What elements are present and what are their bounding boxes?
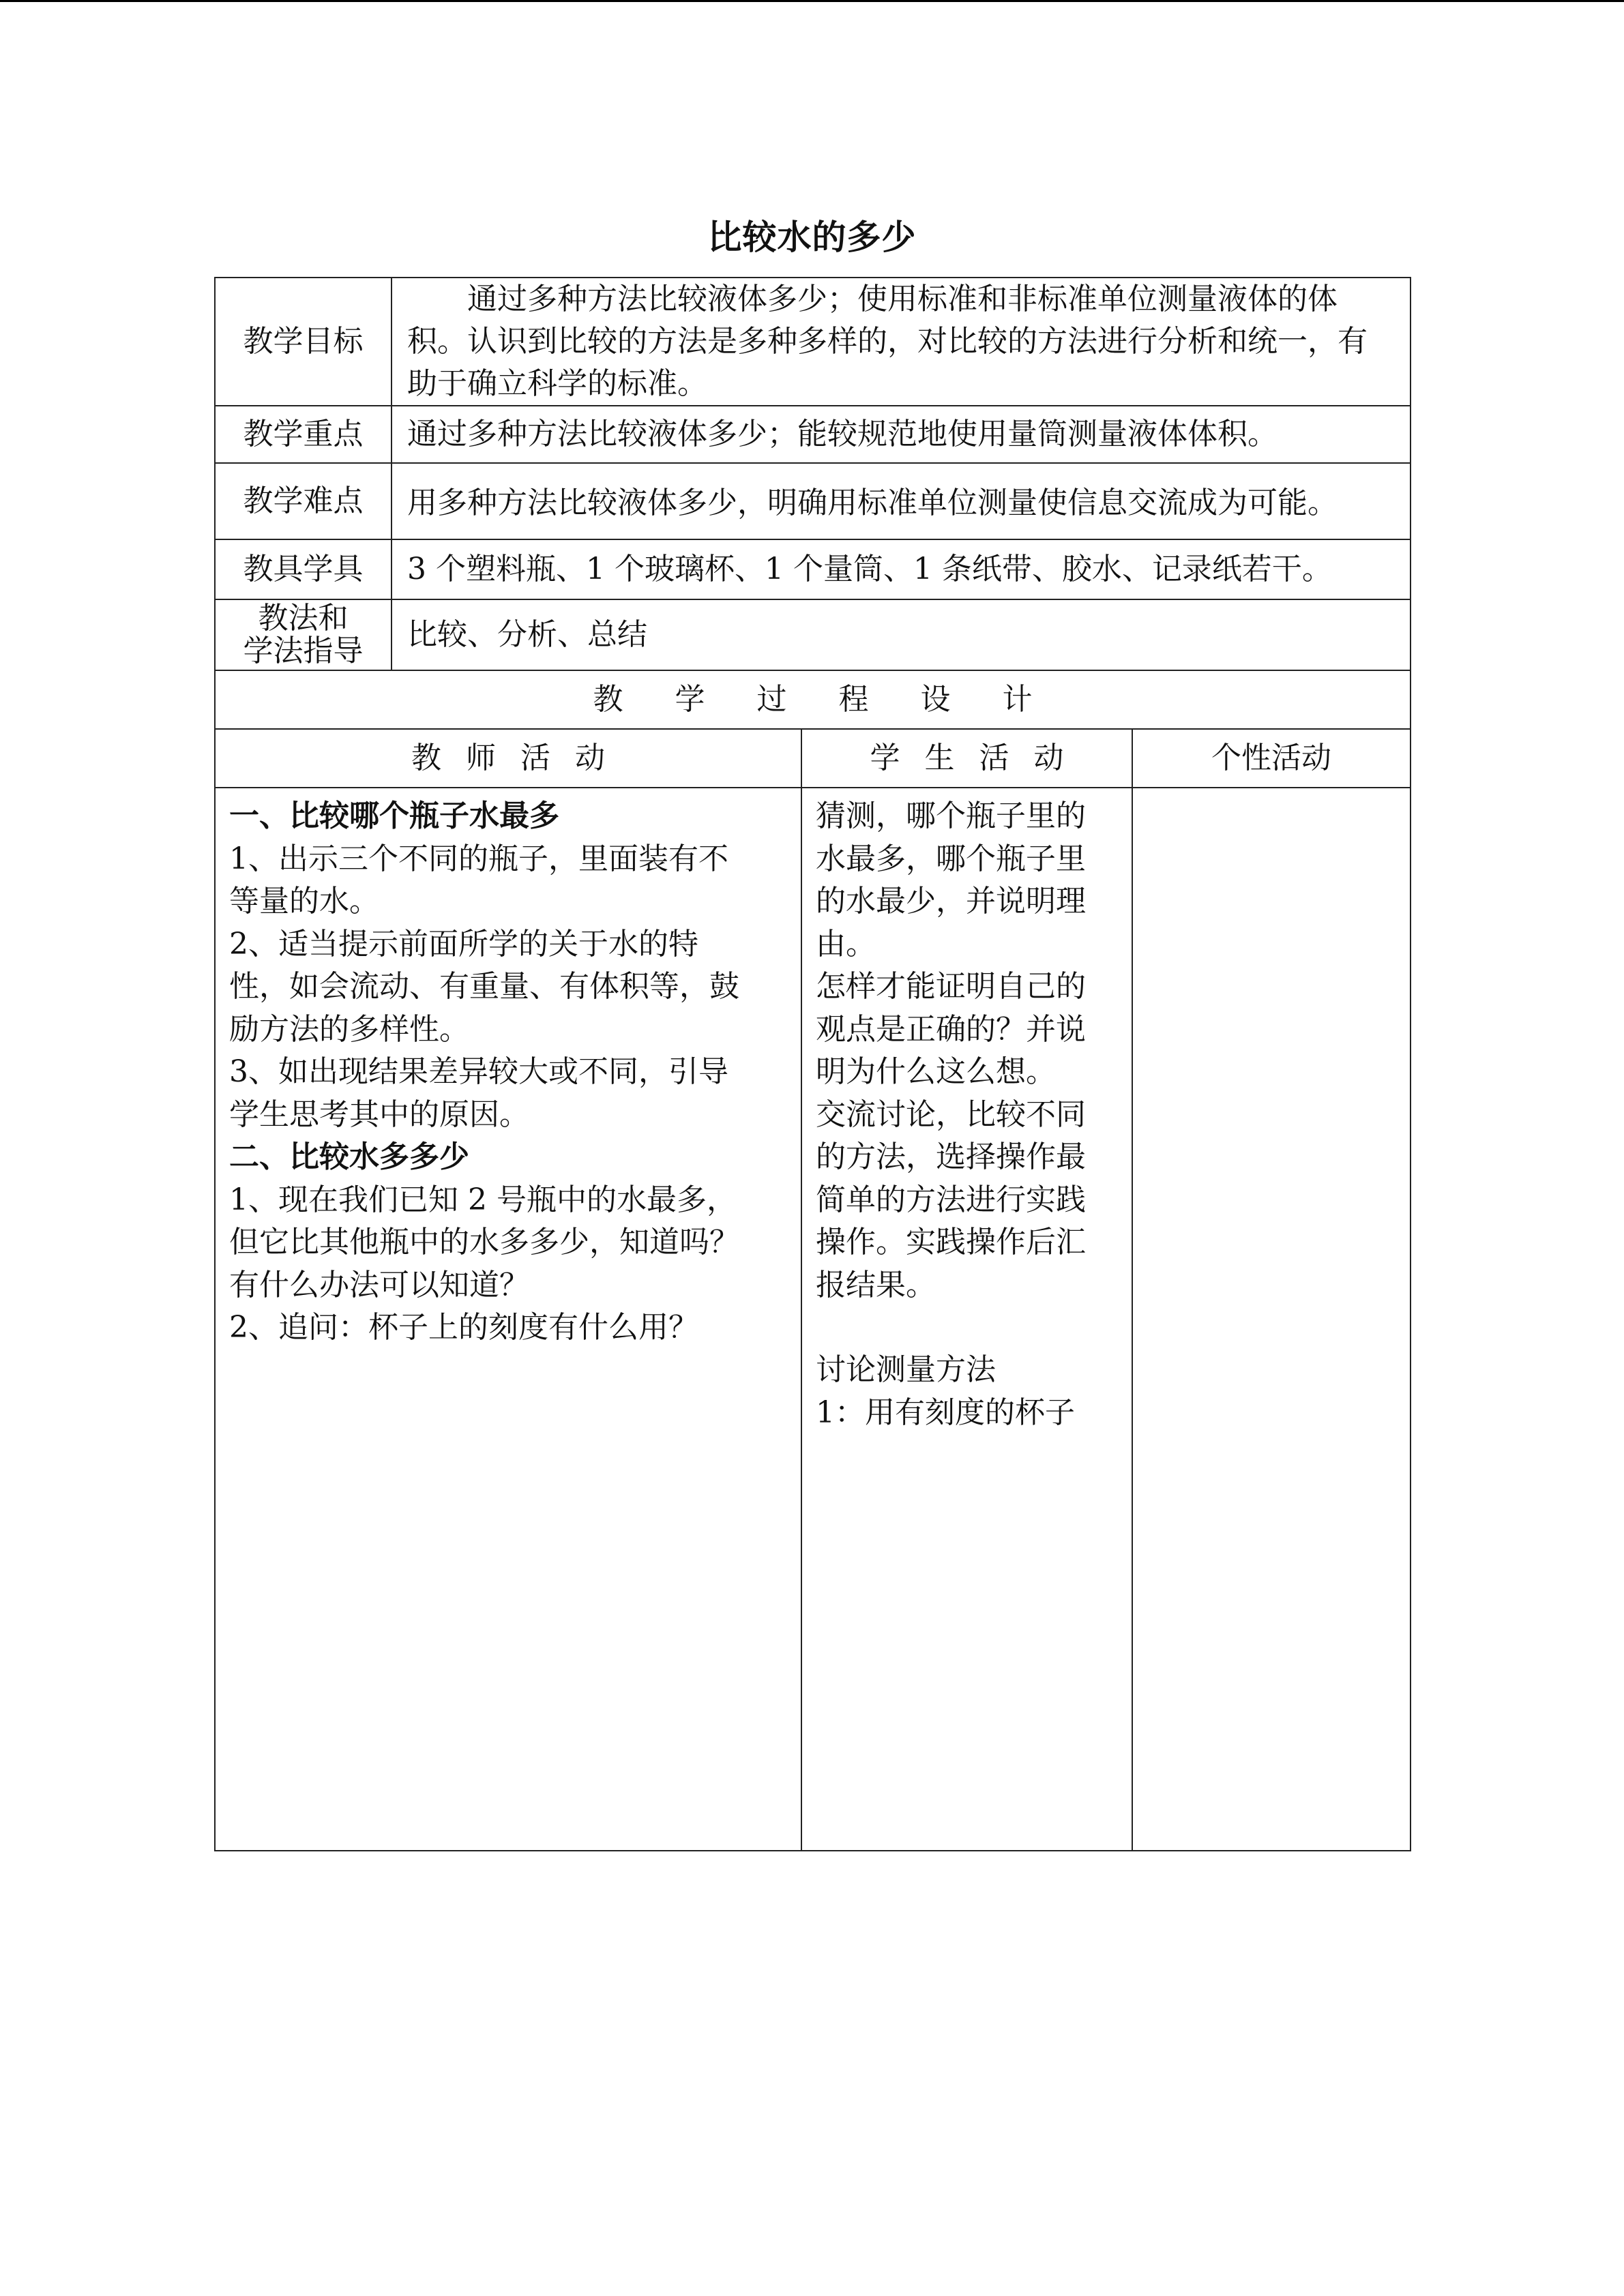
process-heading-char: 学 bbox=[675, 682, 705, 717]
label-teaching-method-line1: 教法和 bbox=[258, 601, 349, 636]
teacher-activity-line: 3、如出现结果差异较大或不同，引导 bbox=[229, 1054, 728, 1089]
content-teaching-difficulty: 用多种方法比较液体多少，明确用标准单位测量使信息交流成为可能。 bbox=[392, 463, 1411, 539]
process-heading-char: 过 bbox=[756, 682, 787, 717]
student-activity-line: 操作。实践操作后汇 bbox=[816, 1225, 1086, 1259]
process-heading bbox=[215, 670, 1411, 729]
process-heading-char: 教 bbox=[593, 682, 623, 717]
student-activity-cell bbox=[801, 788, 1132, 1851]
teacher-activity-line: 励方法的多样性。 bbox=[229, 1011, 469, 1047]
student-activity-line: 的方法，选择操作最 bbox=[816, 1139, 1086, 1174]
header-student-activity bbox=[801, 729, 1132, 788]
teacher-activity-line: 1、现在我们已知 2 号瓶中的水最多， bbox=[229, 1182, 737, 1217]
label-teaching-difficulty: 教学难点 bbox=[215, 463, 392, 539]
label-teaching-focus: 教学重点 bbox=[215, 406, 392, 463]
header-char: 生 bbox=[924, 741, 955, 775]
content-teaching-focus: 通过多种方法比较液体多少；能较规范地使用量筒测量液体体积。 bbox=[392, 406, 1411, 463]
content-teaching-method: 比较、分析、总结 bbox=[392, 599, 1411, 670]
row-process-heading bbox=[215, 670, 1411, 729]
section-heading: 一、比较哪个瓶子水最多 bbox=[229, 799, 559, 833]
header-teacher-activity bbox=[215, 729, 801, 788]
student-activity-line: 报结果。 bbox=[816, 1267, 936, 1302]
header-char: 教 bbox=[411, 741, 441, 775]
teacher-activity-line: 2、追问：杯子上的刻度有什么用？ bbox=[229, 1310, 698, 1345]
student-activity-line: 讨论测量方法 bbox=[816, 1352, 996, 1387]
row-teaching-tools bbox=[215, 539, 1411, 599]
row-teaching-difficulty bbox=[215, 463, 1411, 539]
header-char: 活 bbox=[520, 741, 550, 775]
student-activity-line: 观点是正确的？并说 bbox=[816, 1011, 1086, 1047]
label-teaching-tools: 教具学具 bbox=[215, 539, 392, 599]
student-activity-line: 由。 bbox=[816, 926, 876, 961]
teacher-activity-line: 性，如会流动、有重量、有体积等，鼓 bbox=[229, 969, 739, 1004]
header-char: 动 bbox=[575, 741, 605, 775]
row-column-headers bbox=[215, 729, 1411, 788]
student-activity-line: 的水最少，并说明理 bbox=[816, 884, 1086, 919]
section-heading: 二、比较水多多少 bbox=[229, 1139, 469, 1174]
lesson-plan-table bbox=[214, 277, 1411, 1851]
label-teaching-goal: 教学目标 bbox=[215, 278, 392, 406]
student-activity-line: 猜测，哪个瓶子里的 bbox=[816, 799, 1086, 833]
teacher-activity-line: 1、出示三个不同的瓶子，里面装有不 bbox=[229, 841, 728, 876]
student-activity-line: 怎样才能证明自己的 bbox=[816, 969, 1086, 1004]
student-activity-line: 水最多，哪个瓶子里 bbox=[816, 841, 1086, 876]
teacher-activity-line: 学生思考其中的原因。 bbox=[229, 1097, 529, 1132]
teacher-activity-cell bbox=[215, 788, 801, 1851]
header-individual-activity: 个性活动 bbox=[1132, 729, 1411, 788]
process-heading-char: 计 bbox=[1002, 682, 1033, 717]
header-char: 学 bbox=[870, 741, 900, 775]
individual-activity-cell bbox=[1132, 788, 1411, 1851]
process-heading-char: 设 bbox=[920, 682, 951, 717]
document-title: 比较水的多少 bbox=[707, 218, 917, 257]
row-teaching-focus bbox=[215, 406, 1411, 463]
row-teaching-method bbox=[215, 599, 1411, 670]
row-activities bbox=[215, 788, 1411, 1851]
header-char: 活 bbox=[979, 741, 1009, 775]
teacher-activity-line: 2、适当提示前面所学的关于水的特 bbox=[229, 926, 698, 961]
student-activity-line: 明为什么这么想。 bbox=[816, 1054, 1056, 1089]
label-teaching-method bbox=[215, 599, 392, 670]
student-activity-line: 1：用有刻度的杯子 bbox=[816, 1395, 1075, 1430]
row-teaching-goal bbox=[215, 278, 1411, 406]
content-teaching-tools: 3 个塑料瓶、1 个玻璃杯、1 个量筒、1 条纸带、胶水、记录纸若干。 bbox=[392, 539, 1411, 599]
header-char: 动 bbox=[1033, 741, 1064, 775]
content-teaching-goal: 通过多种方法比较液体多少；使用标准和非标准单位测量液体的体积。认识到比较的方法是多种多样的，对比较的方法进行分析和统一，有助于确立科学的标准。 bbox=[392, 278, 1411, 406]
label-teaching-method-line2: 学法指导 bbox=[243, 633, 364, 668]
teacher-activity-line: 有什么办法可以知道？ bbox=[229, 1267, 529, 1302]
student-activity-line: 交流讨论，比较不同 bbox=[816, 1097, 1086, 1132]
teacher-activity-line: 但它比其他瓶中的水多多少，知道吗？ bbox=[229, 1225, 739, 1259]
teacher-activity-line: 等量的水。 bbox=[229, 884, 379, 919]
header-char: 师 bbox=[466, 741, 496, 775]
page-top-border bbox=[0, 0, 1624, 2]
process-heading-char: 程 bbox=[838, 682, 869, 717]
student-activity-line: 简单的方法进行实践 bbox=[816, 1182, 1086, 1217]
student-activity-line bbox=[816, 1307, 1118, 1349]
